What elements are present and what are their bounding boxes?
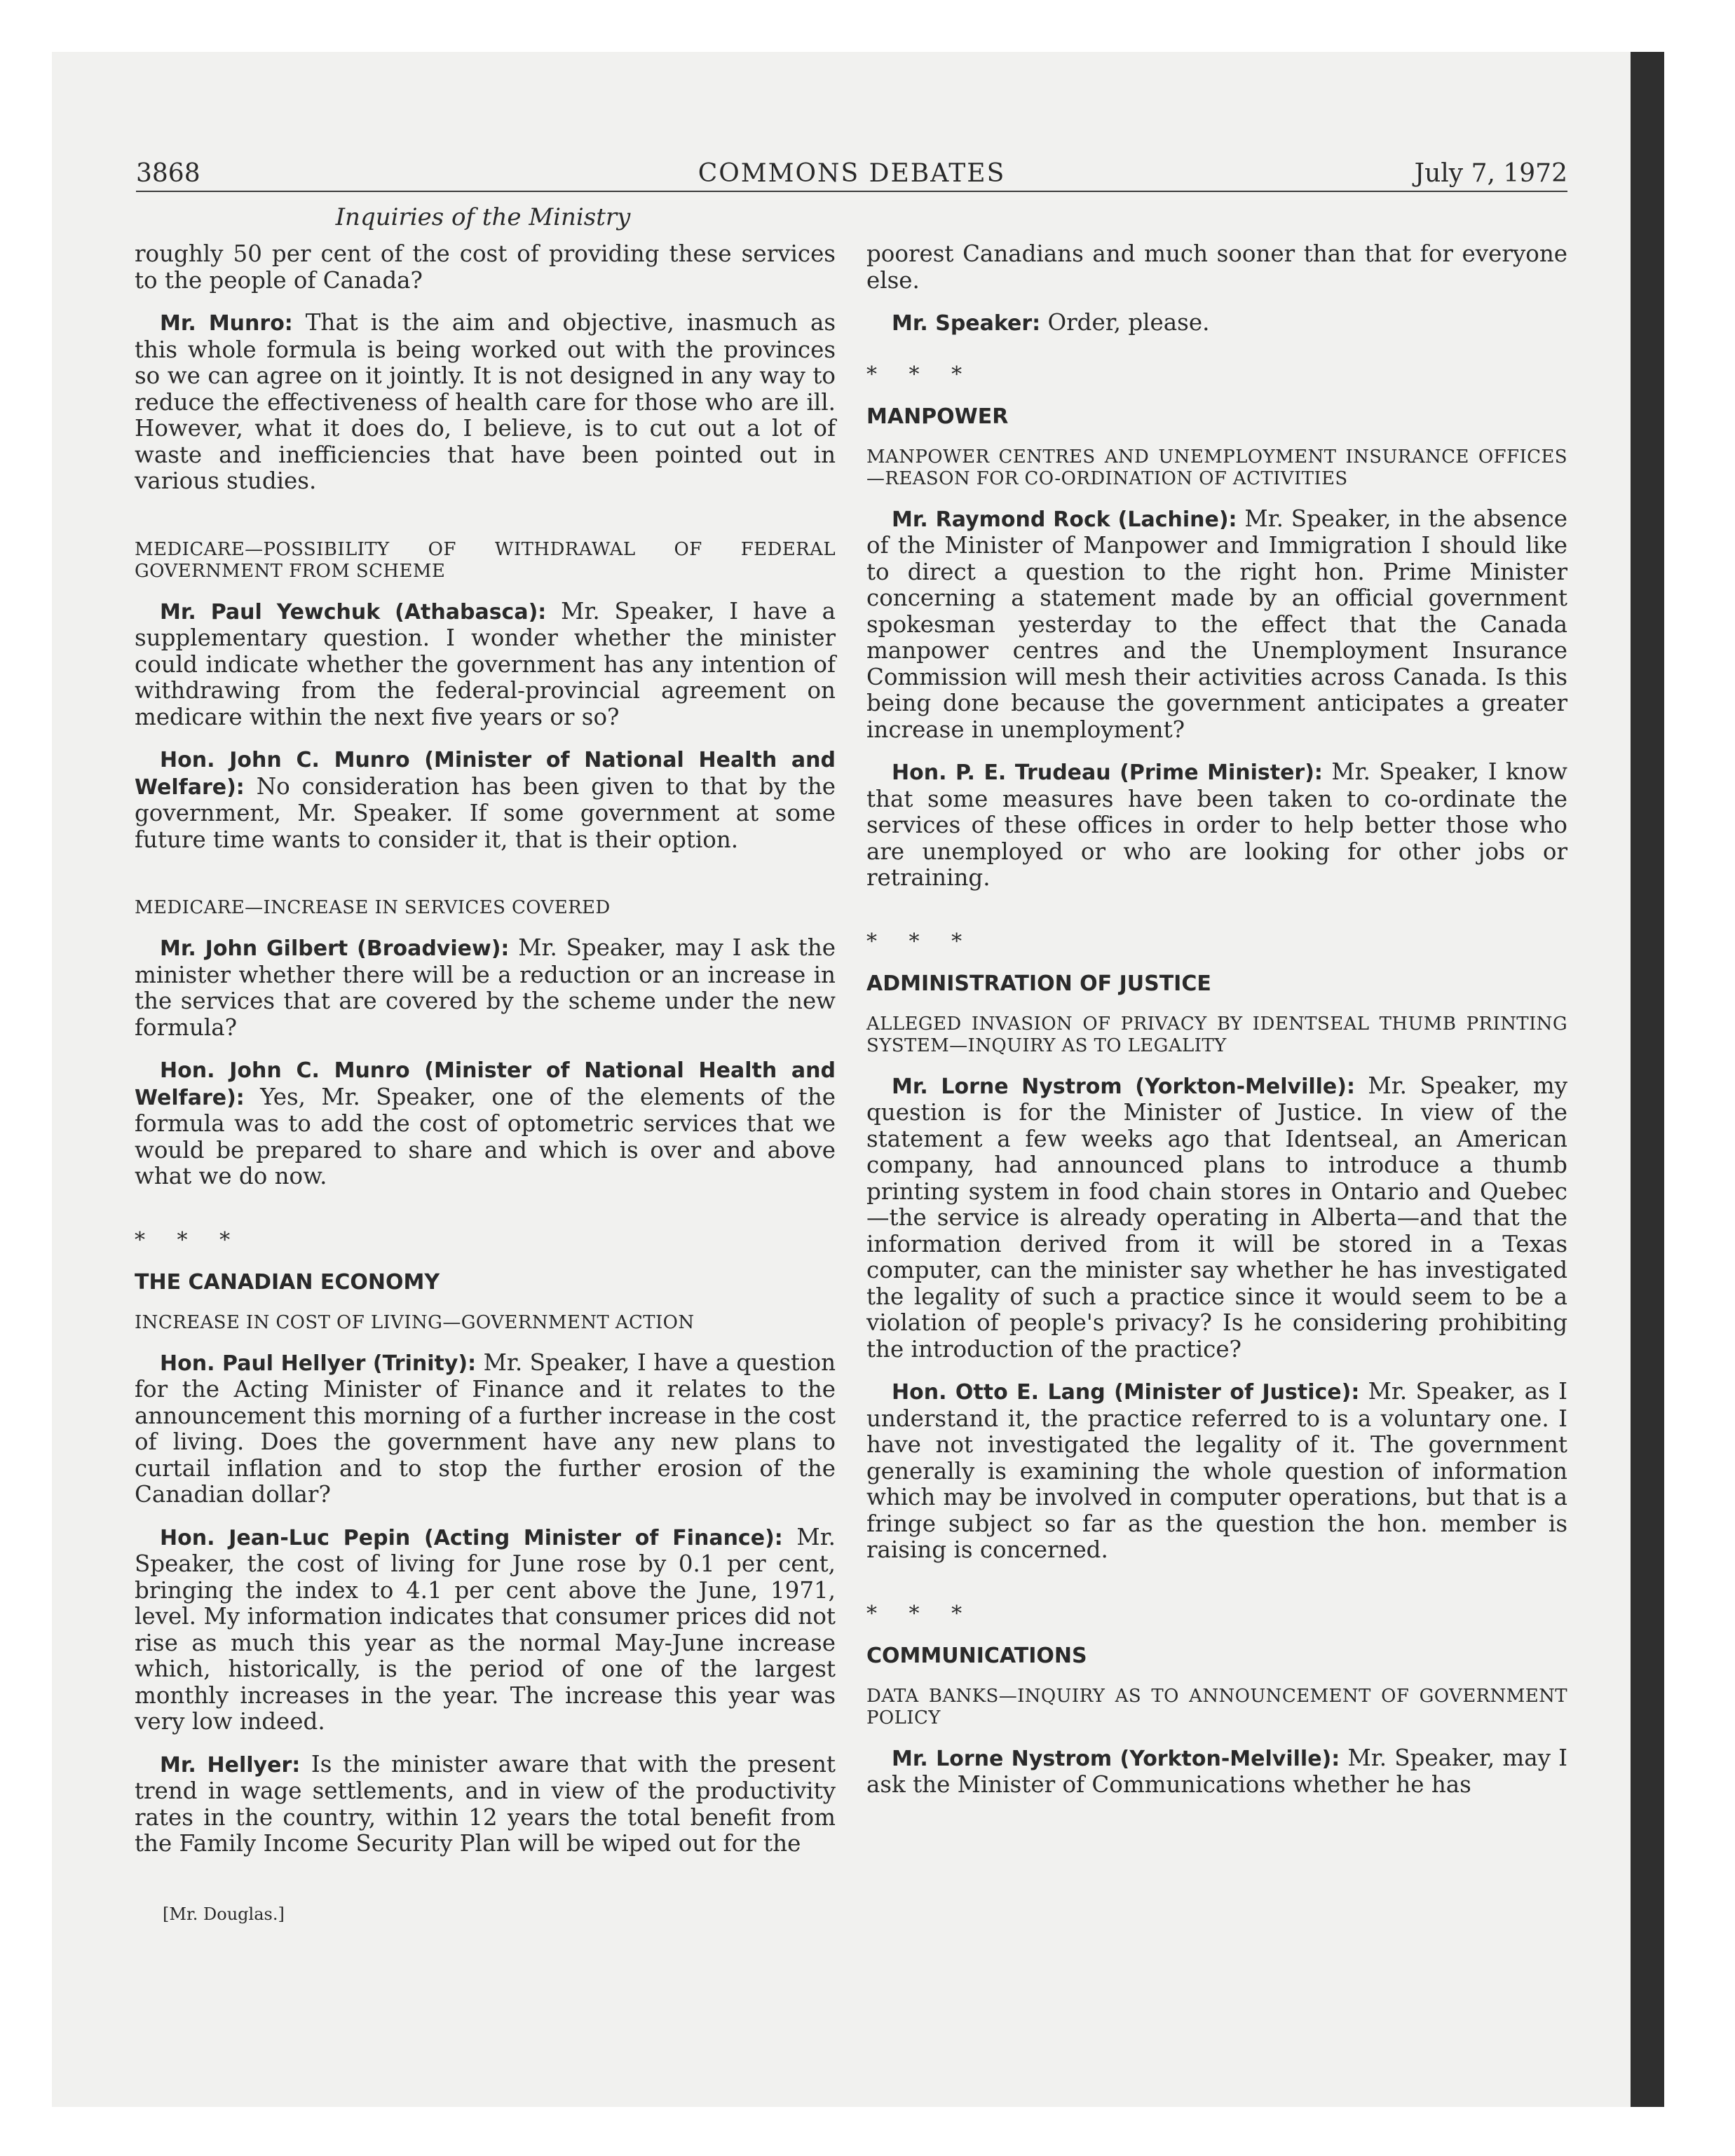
speech-text: Mr. Speaker, in the absence of the Minister of Manpower and Immigration I should like to direct a question to the right hon. Prime Minister concerning a statement made by an official government spokesman yesterday to the effect that the Canada manpower centres and the Unemployment Insurance Commission will mesh their activities across Canada. Is this being done because the government anticipates a greater increase in unemployment?: [866, 505, 1567, 743]
speaker-name: Hon. Otto E. Lang (Minister of Justice):: [892, 1380, 1360, 1405]
paragraph: [135, 1752, 836, 1857]
page-header: [136, 156, 1567, 192]
paragraph: roughly 50 per cent of the cost of providing these services to the people of Canada?: [135, 240, 836, 294]
speaker-name: Mr. John Gilbert (Broadview):: [160, 936, 510, 961]
speaker-name: Mr. Lorne Nystrom (Yorkton-Melville):: [892, 1746, 1340, 1771]
speaker-name: Hon. P. E. Trudeau (Prime Minister):: [892, 760, 1323, 785]
speaker-name: Hon. John C. Munro (Minister of National Health and Welfare):: [135, 1058, 836, 1110]
paragraph: [135, 310, 836, 495]
paragraph: [866, 1745, 1567, 1799]
page-number: 3868: [136, 159, 200, 188]
speaker-name: Mr. Hellyer:: [160, 1752, 301, 1778]
speech-text: Is the minister aware that with the present trend in wage settlements, and in view of the productivity rates in the country, within 12 years the total benefit from the Family Income Security Plan will be wiped out for the: [135, 1750, 836, 1857]
paragraph: [135, 935, 836, 1041]
speaker-name: Hon. Jean-Luc Pepin (Acting Minister of Finance):: [160, 1525, 783, 1550]
paragraph: [135, 1350, 836, 1508]
paragraph: [135, 1057, 836, 1190]
subheading: MEDICARE—INCREASE IN SERVICES COVERED: [135, 897, 611, 918]
section-heading: THE CANADIAN ECONOMY: [135, 1270, 440, 1295]
paragraph: [866, 310, 1567, 337]
speech-text: Mr. Speaker, as I understand it, the practice referred to is a voluntary one. I have not investigated the legality of it. The government generally is examining the whole question of information which may be involved in computer operations, but that is a fringe subject so far as the question the hon. member is raising is concerned.: [866, 1378, 1568, 1563]
speech-text: Mr. Speaker, I have a question for the Acting Minister of Finance and it relates to the announcement this morning of a further increase in the cost of living. Does the government have any new plans to curtail inflation and to stop the further erosion of the Canadian dollar?: [135, 1349, 836, 1508]
section-heading: MANPOWER: [866, 404, 1009, 429]
speaker-name: Hon. John C. Munro (Minister of National Health and Welfare):: [135, 748, 836, 800]
right-column: [866, 241, 1567, 1815]
paragraph: [135, 746, 836, 853]
subheading: ALLEGED INVASION OF PRIVACY BY IDENTSEAL THUMB PRINTING SYSTEM—INQUIRY AS TO LEGALITY: [866, 1013, 1567, 1056]
paragraph: [866, 1073, 1567, 1363]
speaker-name: Hon. Paul Hellyer (Trinity):: [160, 1351, 477, 1376]
speech-text: No consideration has been given to that by the government, Mr. Speaker. If some government at some future time wants to consider it, that is their option.: [135, 772, 836, 853]
speech-text: That is the aim and objective, inasmuch as this whole formula is being worked out with the provinces so we can agree on it jointly. It is not designed in any way to reduce the effectiveness of health care for those who are ill. However, what it does do, I believe, is to cut out a lot of waste and inefficiencies that have been pointed out in various studies.: [135, 309, 836, 494]
subheading: MEDICARE—POSSIBILITY OF WITHDRAWAL OF FEDERAL GOVERNMENT FROM SCHEME: [135, 538, 836, 582]
speech-text: Mr. Speaker, the cost of living for June rose by 0.1 per cent, bringing the index to 4.1 per cent above the June, 1971, level. My information indicates that consumer prices did not rise as much this year as the normal May-June increase which, historically, is the period of one of the largest monthly increases in the year. The increase this year was very low indeed.: [135, 1523, 836, 1735]
publication-title: COMMONS DEBATES: [698, 159, 1006, 188]
speaker-name: Mr. Paul Yewchuk (Athabasca):: [160, 599, 547, 625]
paragraph: [866, 759, 1567, 892]
speaker-name: Mr. Raymond Rock (Lachine):: [892, 507, 1237, 532]
speaker-name: Mr. Lorne Nystrom (Yorkton-Melville):: [892, 1074, 1355, 1099]
speech-text: Mr. Speaker, I know that some measures have been taken to co-ordinate the services of these offices in order to help better those who are unemployed or who are looking for other jobs or retraining.: [866, 758, 1567, 891]
binding-edge: [1631, 52, 1664, 2107]
speaker-name: Mr. Speaker:: [892, 311, 1041, 336]
footnote: [Mr. Douglas.]: [163, 1904, 285, 1924]
section-heading: ADMINISTRATION OF JUSTICE: [866, 971, 1211, 996]
left-column: [135, 241, 836, 1874]
section-divider: * * *: [866, 1601, 975, 1626]
speech-text: Yes, Mr. Speaker, one of the elements of the formula was to add the cost of optometric services that we would be prepared to share and which is over and above what we do now.: [135, 1083, 836, 1189]
section-divider: * * *: [866, 362, 975, 387]
speech-text: Mr. Speaker, I have a supplementary question. I wonder whether the minister could indicate whether the government has any intention of withdrawing from the federal-provincial agreement on medicare within the next five years or so?: [135, 597, 836, 730]
subheading: INCREASE IN COST OF LIVING—GOVERNMENT ACTION: [135, 1311, 695, 1333]
speech-text: Order, please.: [1040, 309, 1210, 336]
speech-text: Mr. Speaker, may I ask the Minister of Communications whether he has: [866, 1744, 1568, 1798]
paragraph: [135, 599, 836, 731]
paragraph: [866, 1379, 1567, 1564]
page-date: July 7, 1972: [1414, 159, 1567, 188]
section-divider: * * *: [135, 1227, 243, 1253]
section-heading: COMMUNICATIONS: [866, 1644, 1087, 1668]
subheading: MANPOWER CENTRES AND UNEMPLOYMENT INSURANCE OFFICES—REASON FOR CO-ORDINATION OF ACTIVITIES: [866, 446, 1567, 489]
running-head: Inquiries of the Ministry: [335, 203, 631, 231]
speech-text: Mr. Speaker, my question is for the Minister of Justice. In view of the statement a few weeks ago that Identseal, an American company, had announced plans to introduce a thumb printing system in food chain stores in Ontario and Quebec—the service is already operating in Alberta—and that the information derived from it will be stored in a Texas computer, can the minister say whether he has investigated the legality of such a practice since it would seem to be a violation of people's privacy? Is he considering prohibiting the introduction of the practice?: [866, 1072, 1567, 1363]
section-divider: * * *: [866, 929, 975, 954]
speaker-name: Mr. Munro:: [160, 311, 293, 336]
paragraph: [866, 506, 1567, 744]
paragraph: [135, 1524, 836, 1735]
paragraph: poorest Canadians and much sooner than that for everyone else.: [866, 240, 1567, 294]
subheading: DATA BANKS—INQUIRY AS TO ANNOUNCEMENT OF GOVERNMENT POLICY: [866, 1685, 1567, 1728]
speech-text: Mr. Speaker, may I ask the minister whether there will be a reduction or an increase in the services that are covered by the scheme under the new formula?: [135, 934, 836, 1041]
